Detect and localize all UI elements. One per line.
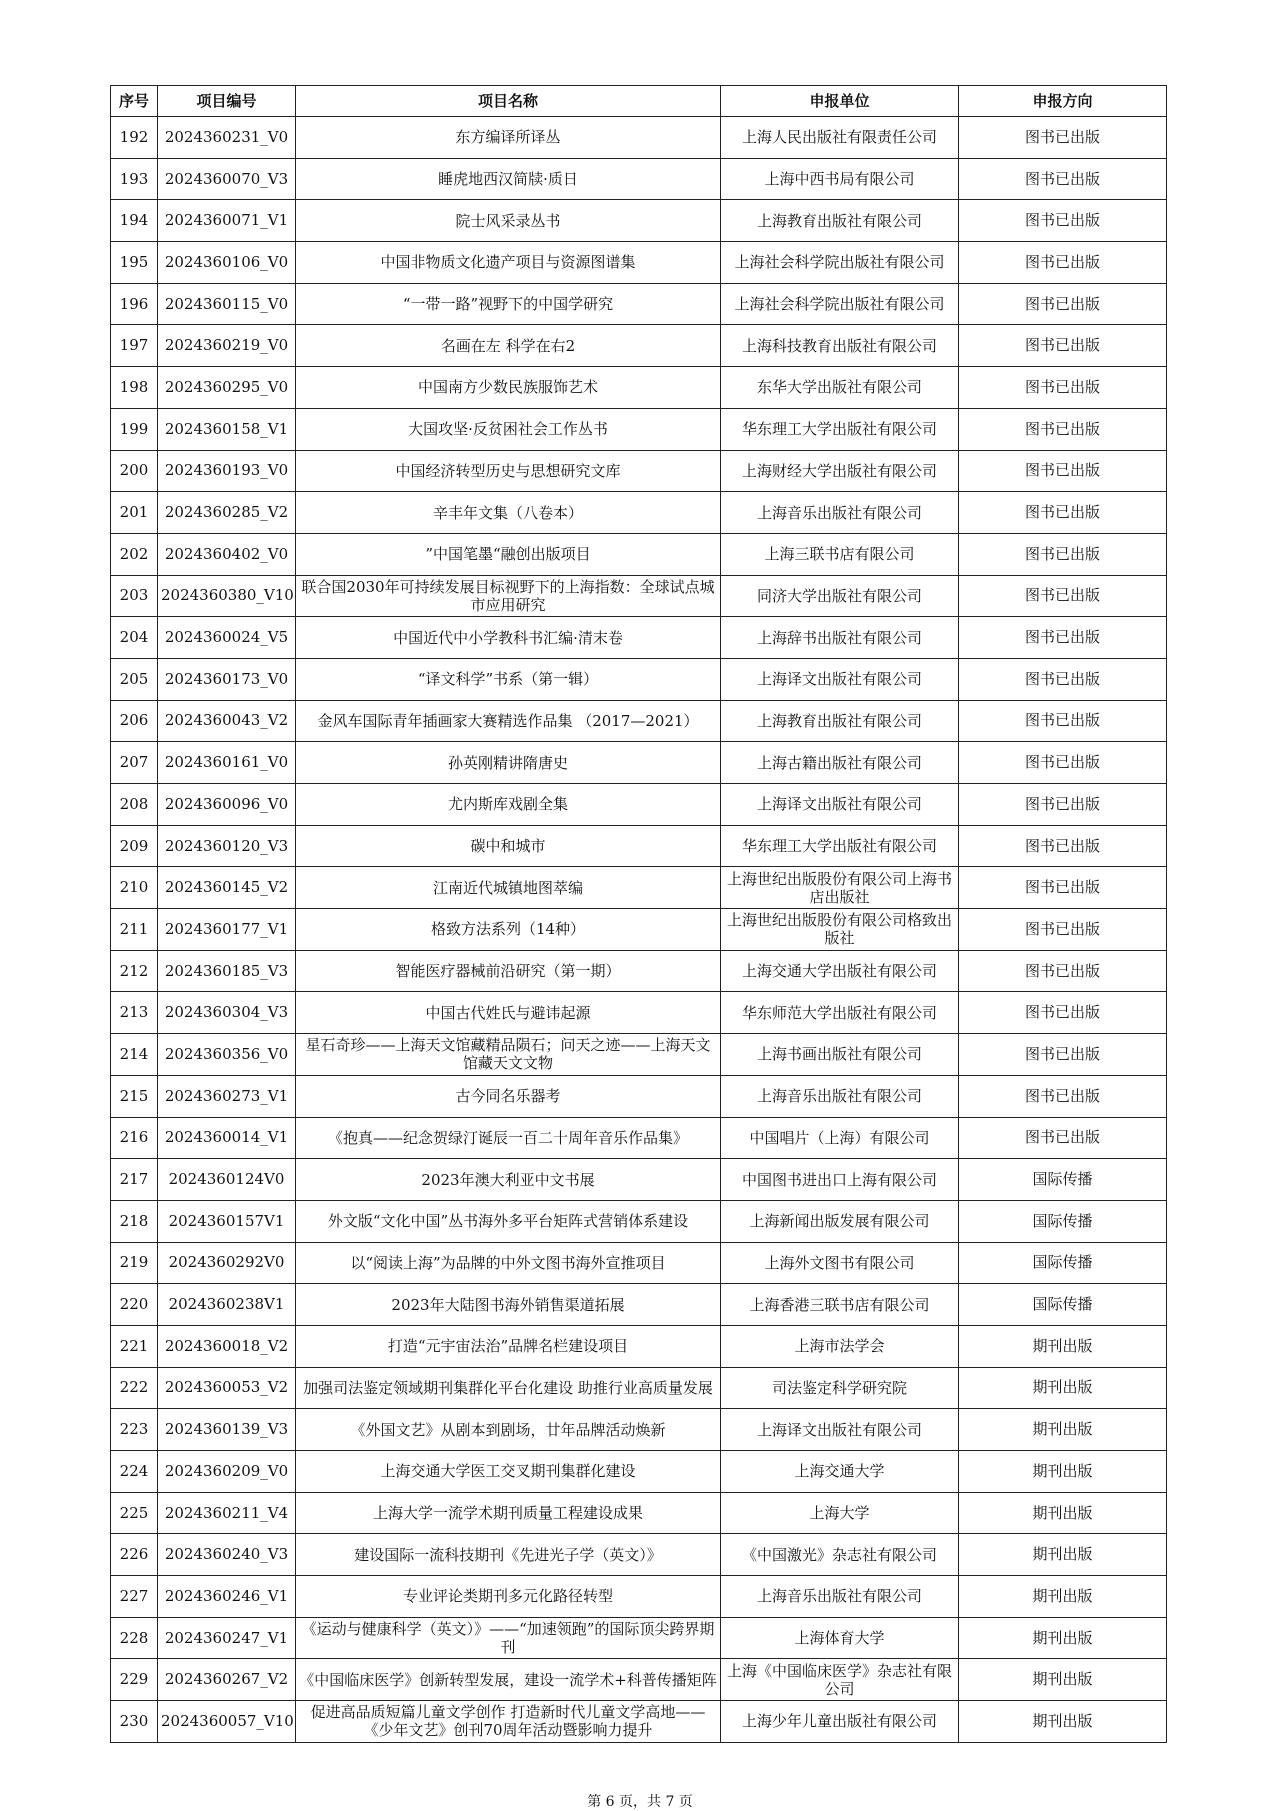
direction: 图书已出版	[959, 283, 1167, 325]
project-code: 2024360161_V0	[158, 742, 296, 784]
row-index: 224	[111, 1451, 158, 1493]
direction: 图书已出版	[959, 200, 1167, 242]
table-row	[111, 700, 1167, 742]
direction: 图书已出版	[959, 408, 1167, 450]
applicant-unit: 上海社会科学院出版社有限公司	[721, 283, 959, 325]
row-index: 205	[111, 658, 158, 700]
project-code: 2024360193_V0	[158, 450, 296, 492]
row-index: 199	[111, 408, 158, 450]
table-row	[111, 1367, 1167, 1409]
applicant-unit: 上海新闻出版发展有限公司	[721, 1200, 959, 1242]
direction: 图书已出版	[959, 242, 1167, 284]
direction: 期刊出版	[959, 1451, 1167, 1493]
project-name: 大国攻坚·反贫困社会工作丛书	[296, 408, 721, 450]
applicant-unit: 《中国激光》杂志社有限公司	[721, 1534, 959, 1576]
project-code: 2024360157V1	[158, 1200, 296, 1242]
project-name: 促进高品质短篇儿童文学创作 打造新时代儿童文学高地——《少年文艺》创刊70周年活动暨影响力提升	[296, 1701, 721, 1743]
applicant-unit: 上海体育大学	[721, 1617, 959, 1659]
project-name: 古今同名乐器考	[296, 1075, 721, 1117]
project-code: 2024360043_V2	[158, 700, 296, 742]
row-index: 229	[111, 1659, 158, 1701]
applicant-unit: 中国图书进出口上海有限公司	[721, 1159, 959, 1201]
project-code: 2024360292V0	[158, 1242, 296, 1284]
row-index: 220	[111, 1284, 158, 1326]
project-code: 2024360158_V1	[158, 408, 296, 450]
project-name: “译文科学”书系（第一辑）	[296, 658, 721, 700]
applicant-unit: 上海财经大学出版社有限公司	[721, 450, 959, 492]
header-direction: 申报方向	[959, 86, 1167, 117]
project-name: 星石奇珍——上海天文馆藏精品陨石；问天之迹——上海天文馆藏天文文物	[296, 1034, 721, 1076]
row-index: 202	[111, 533, 158, 575]
row-index: 203	[111, 575, 158, 617]
project-name: 《抱真——纪念贺绿汀诞辰一百二十周年音乐作品集》	[296, 1117, 721, 1159]
applicant-unit: 上海外文图书有限公司	[721, 1242, 959, 1284]
direction: 期刊出版	[959, 1409, 1167, 1451]
direction: 期刊出版	[959, 1617, 1167, 1659]
table-row	[111, 450, 1167, 492]
table-row	[111, 992, 1167, 1034]
applicant-unit: 上海科技教育出版社有限公司	[721, 325, 959, 367]
applicant-unit: 上海音乐出版社有限公司	[721, 1576, 959, 1618]
table-row	[111, 408, 1167, 450]
applicant-unit: 华东师范大学出版社有限公司	[721, 992, 959, 1034]
project-code: 2024360273_V1	[158, 1075, 296, 1117]
direction: 图书已出版	[959, 742, 1167, 784]
table-row	[111, 200, 1167, 242]
table-row	[111, 1117, 1167, 1159]
table-row	[111, 325, 1167, 367]
row-index: 208	[111, 784, 158, 826]
project-code: 2024360120_V3	[158, 825, 296, 867]
project-code: 2024360024_V5	[158, 617, 296, 659]
project-code: 2024360295_V0	[158, 367, 296, 409]
project-name: ”中国笔墨“融创出版项目	[296, 533, 721, 575]
project-name: 江南近代城镇地图萃编	[296, 867, 721, 909]
project-code: 2024360240_V3	[158, 1534, 296, 1576]
project-code: 2024360145_V2	[158, 867, 296, 909]
project-name: 上海交通大学医工交叉期刊集群化建设	[296, 1451, 721, 1493]
row-index: 217	[111, 1159, 158, 1201]
project-code: 2024360177_V1	[158, 909, 296, 951]
header-project-name: 项目名称	[296, 86, 721, 117]
project-code: 2024360267_V2	[158, 1659, 296, 1701]
table-row	[111, 1534, 1167, 1576]
project-name: 中国近代中小学教科书汇编·清末卷	[296, 617, 721, 659]
applicant-unit: 上海少年儿童出版社有限公司	[721, 1701, 959, 1743]
project-code: 2024360246_V1	[158, 1576, 296, 1618]
applicant-unit: 东华大学出版社有限公司	[721, 367, 959, 409]
table-row	[111, 367, 1167, 409]
direction: 图书已出版	[959, 784, 1167, 826]
applicant-unit: 上海大学	[721, 1492, 959, 1534]
direction: 图书已出版	[959, 658, 1167, 700]
table-row	[111, 158, 1167, 200]
direction: 图书已出版	[959, 909, 1167, 951]
row-index: 228	[111, 1617, 158, 1659]
table-row	[111, 784, 1167, 826]
direction: 图书已出版	[959, 158, 1167, 200]
direction: 期刊出版	[959, 1701, 1167, 1743]
applicant-unit: 上海教育出版社有限公司	[721, 200, 959, 242]
project-name: 外文版“文化中国”丛书海外多平台矩阵式营销体系建设	[296, 1200, 721, 1242]
applicant-unit: 上海《中国临床医学》杂志社有限公司	[721, 1659, 959, 1701]
table-row	[111, 1451, 1167, 1493]
direction: 图书已出版	[959, 825, 1167, 867]
applicant-unit: 上海市法学会	[721, 1325, 959, 1367]
project-name: 以“阅读上海”为品牌的中外文图书海外宣推项目	[296, 1242, 721, 1284]
project-name: 东方编译所译丛	[296, 117, 721, 159]
header-index: 序号	[111, 86, 158, 117]
table-row	[111, 1200, 1167, 1242]
direction: 国际传播	[959, 1242, 1167, 1284]
project-name: 格致方法系列（14种）	[296, 909, 721, 951]
applicant-unit: 上海社会科学院出版社有限公司	[721, 242, 959, 284]
table-row	[111, 658, 1167, 700]
row-index: 194	[111, 200, 158, 242]
project-name: 院士风采录丛书	[296, 200, 721, 242]
applicant-unit: 上海世纪出版股份有限公司上海书店出版社	[721, 867, 959, 909]
applicant-unit: 上海译文出版社有限公司	[721, 784, 959, 826]
project-code: 2024360173_V0	[158, 658, 296, 700]
direction: 期刊出版	[959, 1659, 1167, 1701]
table-row	[111, 1034, 1167, 1076]
project-name: 中国经济转型历史与思想研究文库	[296, 450, 721, 492]
row-index: 209	[111, 825, 158, 867]
row-index: 216	[111, 1117, 158, 1159]
direction: 图书已出版	[959, 367, 1167, 409]
project-code: 2024360356_V0	[158, 1034, 296, 1076]
table-header-row	[111, 86, 1167, 117]
project-code: 2024360057_V10	[158, 1701, 296, 1743]
table-row	[111, 117, 1167, 159]
header-project-code: 项目编号	[158, 86, 296, 117]
direction: 国际传播	[959, 1159, 1167, 1201]
direction: 期刊出版	[959, 1492, 1167, 1534]
table-row	[111, 575, 1167, 617]
page-footer: 第 6 页，共 7 页	[587, 1794, 693, 1810]
project-code: 2024360247_V1	[158, 1617, 296, 1659]
row-index: 198	[111, 367, 158, 409]
project-name: 《外国文艺》从剧本到剧场，廿年品牌活动焕新	[296, 1409, 721, 1451]
project-table	[110, 85, 1167, 1743]
applicant-unit: 上海人民出版社有限责任公司	[721, 117, 959, 159]
project-code: 2024360018_V2	[158, 1325, 296, 1367]
table-row	[111, 492, 1167, 534]
row-index: 214	[111, 1034, 158, 1076]
project-code: 2024360071_V1	[158, 200, 296, 242]
applicant-unit: 上海世纪出版股份有限公司格致出版社	[721, 909, 959, 951]
table-body	[111, 117, 1167, 1743]
direction: 期刊出版	[959, 1576, 1167, 1618]
project-code: 2024360115_V0	[158, 283, 296, 325]
table-row	[111, 867, 1167, 909]
project-name: 中国非物质文化遗产项目与资源图谱集	[296, 242, 721, 284]
project-name: 睡虎地西汉简牍·质日	[296, 158, 721, 200]
row-index: 200	[111, 450, 158, 492]
project-code: 2024360285_V2	[158, 492, 296, 534]
row-index: 223	[111, 1409, 158, 1451]
row-index: 197	[111, 325, 158, 367]
project-name: 《运动与健康科学（英文）》——“加速领跑”的国际顶尖跨界期刊	[296, 1617, 721, 1659]
direction: 图书已出版	[959, 533, 1167, 575]
direction: 图书已出版	[959, 992, 1167, 1034]
row-index: 218	[111, 1200, 158, 1242]
project-name: 智能医疗器械前沿研究（第一期）	[296, 950, 721, 992]
project-code: 2024360238V1	[158, 1284, 296, 1326]
project-code: 2024360124V0	[158, 1159, 296, 1201]
project-code: 2024360380_V10	[158, 575, 296, 617]
row-index: 215	[111, 1075, 158, 1117]
direction: 图书已出版	[959, 1117, 1167, 1159]
direction: 图书已出版	[959, 1034, 1167, 1076]
project-code: 2024360402_V0	[158, 533, 296, 575]
project-name: 建设国际一流科技期刊《先进光子学（英文）》	[296, 1534, 721, 1576]
table-row	[111, 1075, 1167, 1117]
applicant-unit: 上海古籍出版社有限公司	[721, 742, 959, 784]
table-row	[111, 1409, 1167, 1451]
direction: 国际传播	[959, 1200, 1167, 1242]
applicant-unit: 上海译文出版社有限公司	[721, 1409, 959, 1451]
applicant-unit: 上海三联书店有限公司	[721, 533, 959, 575]
row-index: 207	[111, 742, 158, 784]
project-name: “一带一路”视野下的中国学研究	[296, 283, 721, 325]
table-row	[111, 1242, 1167, 1284]
table-row	[111, 1325, 1167, 1367]
project-code: 2024360070_V3	[158, 158, 296, 200]
project-name: 2023年大陆图书海外销售渠道拓展	[296, 1284, 721, 1326]
table-row	[111, 617, 1167, 659]
row-index: 221	[111, 1325, 158, 1367]
project-code: 2024360304_V3	[158, 992, 296, 1034]
row-index: 210	[111, 867, 158, 909]
direction: 图书已出版	[959, 450, 1167, 492]
project-code: 2024360209_V0	[158, 1451, 296, 1493]
row-index: 196	[111, 283, 158, 325]
applicant-unit: 上海交通大学	[721, 1451, 959, 1493]
applicant-unit: 上海书画出版社有限公司	[721, 1034, 959, 1076]
direction: 图书已出版	[959, 950, 1167, 992]
project-name: 专业评论类期刊多元化路径转型	[296, 1576, 721, 1618]
direction: 期刊出版	[959, 1367, 1167, 1409]
project-name: 《中国临床医学》创新转型发展，建设一流学术+科普传播矩阵	[296, 1659, 721, 1701]
table-row	[111, 1576, 1167, 1618]
project-name: 碳中和城市	[296, 825, 721, 867]
direction: 期刊出版	[959, 1534, 1167, 1576]
project-code: 2024360219_V0	[158, 325, 296, 367]
applicant-unit: 上海中西书局有限公司	[721, 158, 959, 200]
project-name: 联合国2030年可持续发展目标视野下的上海指数：全球试点城市应用研究	[296, 575, 721, 617]
project-table-container	[110, 85, 1166, 1743]
direction: 图书已出版	[959, 617, 1167, 659]
row-index: 225	[111, 1492, 158, 1534]
row-index: 211	[111, 909, 158, 951]
project-name: 中国古代姓氏与避讳起源	[296, 992, 721, 1034]
table-row	[111, 1284, 1167, 1326]
applicant-unit: 上海教育出版社有限公司	[721, 700, 959, 742]
table-row	[111, 950, 1167, 992]
table-row	[111, 1492, 1167, 1534]
table-row	[111, 742, 1167, 784]
row-index: 204	[111, 617, 158, 659]
project-code: 2024360185_V3	[158, 950, 296, 992]
table-row	[111, 1617, 1167, 1659]
project-name: 加强司法鉴定领域期刊集群化平台化建设 助推行业高质量发展	[296, 1367, 721, 1409]
direction: 图书已出版	[959, 867, 1167, 909]
direction: 图书已出版	[959, 325, 1167, 367]
project-code: 2024360096_V0	[158, 784, 296, 826]
table-row	[111, 1659, 1167, 1701]
applicant-unit: 中国唱片（上海）有限公司	[721, 1117, 959, 1159]
table-row	[111, 909, 1167, 951]
header-applicant-unit: 申报单位	[721, 86, 959, 117]
project-code: 2024360014_V1	[158, 1117, 296, 1159]
direction: 图书已出版	[959, 492, 1167, 534]
table-row	[111, 1701, 1167, 1743]
project-name: 2023年澳大利亚中文书展	[296, 1159, 721, 1201]
row-index: 193	[111, 158, 158, 200]
direction: 国际传播	[959, 1284, 1167, 1326]
applicant-unit: 上海辞书出版社有限公司	[721, 617, 959, 659]
project-code: 2024360231_V0	[158, 117, 296, 159]
project-name: 辛丰年文集（八卷本）	[296, 492, 721, 534]
applicant-unit: 华东理工大学出版社有限公司	[721, 408, 959, 450]
row-index: 226	[111, 1534, 158, 1576]
row-index: 212	[111, 950, 158, 992]
applicant-unit: 华东理工大学出版社有限公司	[721, 825, 959, 867]
project-name: 尤内斯库戏剧全集	[296, 784, 721, 826]
row-index: 222	[111, 1367, 158, 1409]
applicant-unit: 上海音乐出版社有限公司	[721, 1075, 959, 1117]
row-index: 219	[111, 1242, 158, 1284]
project-name: 上海大学一流学术期刊质量工程建设成果	[296, 1492, 721, 1534]
project-code: 2024360106_V0	[158, 242, 296, 284]
applicant-unit: 同济大学出版社有限公司	[721, 575, 959, 617]
table-row	[111, 283, 1167, 325]
row-index: 206	[111, 700, 158, 742]
project-name: 名画在左 科学在右2	[296, 325, 721, 367]
applicant-unit: 上海音乐出版社有限公司	[721, 492, 959, 534]
table-row	[111, 825, 1167, 867]
direction: 期刊出版	[959, 1325, 1167, 1367]
direction: 图书已出版	[959, 117, 1167, 159]
row-index: 195	[111, 242, 158, 284]
applicant-unit: 上海交通大学出版社有限公司	[721, 950, 959, 992]
direction: 图书已出版	[959, 1075, 1167, 1117]
applicant-unit: 上海译文出版社有限公司	[721, 658, 959, 700]
row-index: 201	[111, 492, 158, 534]
table-row	[111, 242, 1167, 284]
row-index: 192	[111, 117, 158, 159]
row-index: 227	[111, 1576, 158, 1618]
project-code: 2024360139_V3	[158, 1409, 296, 1451]
direction: 图书已出版	[959, 575, 1167, 617]
project-code: 2024360053_V2	[158, 1367, 296, 1409]
row-index: 213	[111, 992, 158, 1034]
project-name: 打造“元宇宙法治”品牌名栏建设项目	[296, 1325, 721, 1367]
direction: 图书已出版	[959, 700, 1167, 742]
project-name: 中国南方少数民族服饰艺术	[296, 367, 721, 409]
table-row	[111, 533, 1167, 575]
applicant-unit: 上海香港三联书店有限公司	[721, 1284, 959, 1326]
row-index: 230	[111, 1701, 158, 1743]
project-name: 金风车国际青年插画家大赛精选作品集 （2017—2021）	[296, 700, 721, 742]
table-row	[111, 1159, 1167, 1201]
applicant-unit: 司法鉴定科学研究院	[721, 1367, 959, 1409]
project-name: 孙英刚精讲隋唐史	[296, 742, 721, 784]
project-code: 2024360211_V4	[158, 1492, 296, 1534]
